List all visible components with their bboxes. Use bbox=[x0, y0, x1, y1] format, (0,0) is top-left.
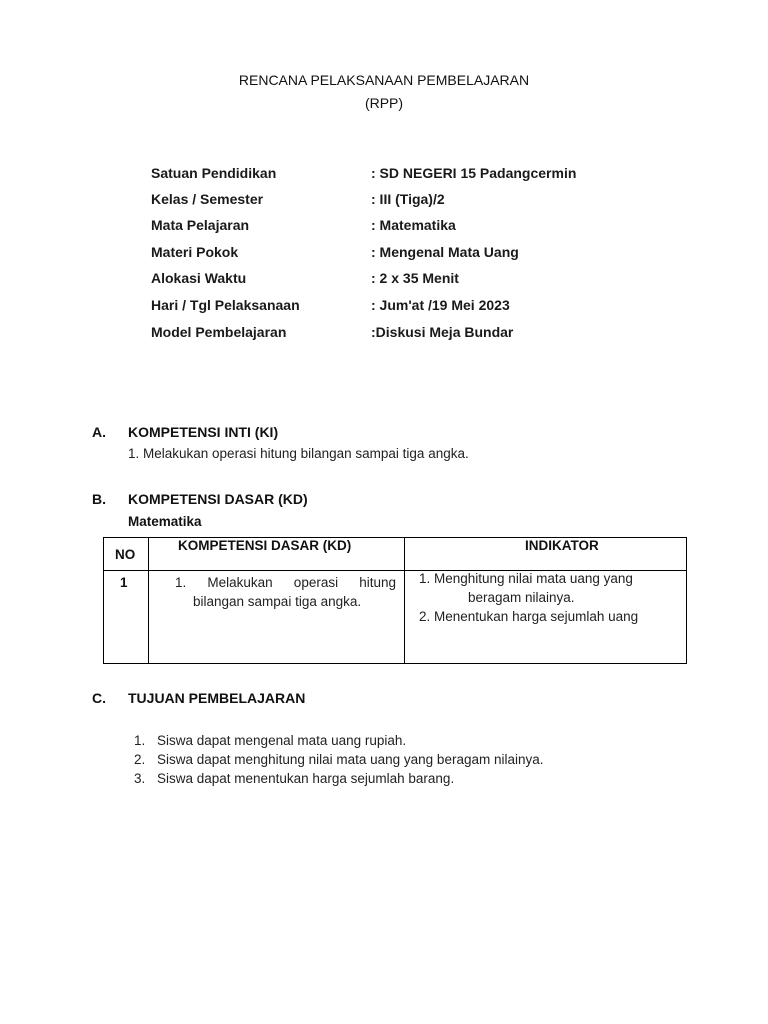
identity-label-hari: Hari / Tgl Pelaksanaan bbox=[151, 297, 300, 313]
identity-label-satuan: Satuan Pendidikan bbox=[151, 165, 277, 181]
kd-table bbox=[103, 537, 687, 664]
table-cell-indikator-1-cont: beragam nilainya. bbox=[468, 590, 575, 605]
table-cell-indikator-2: 2. Menentukan harga sejumlah uang bbox=[419, 609, 639, 624]
section-a-item: 1. Melakukan operasi hitung bilangan sampai tiga angka. bbox=[128, 446, 469, 461]
identity-value-kelas: : III (Tiga)/2 bbox=[371, 191, 445, 207]
section-b-title: KOMPETENSI DASAR (KD) bbox=[128, 491, 308, 507]
identity-value-model: :Diskusi Meja Bundar bbox=[371, 324, 514, 340]
identity-label-materi: Materi Pokok bbox=[151, 244, 239, 260]
document-subtitle: (RPP) bbox=[364, 95, 404, 111]
table-header-no: NO bbox=[115, 547, 136, 562]
document-title: RENCANA PELAKSANAAN PEMBELAJARAN bbox=[238, 72, 530, 88]
table-cell-kd-line1: 1. Melakukan operasi hitung bbox=[175, 575, 396, 590]
identity-value-hari: : Jum'at /19 Mei 2023 bbox=[371, 297, 510, 313]
table-divider-1 bbox=[148, 538, 149, 663]
identity-value-alokasi: : 2 x 35 Menit bbox=[371, 270, 459, 286]
section-c-title: TUJUAN PEMBELAJARAN bbox=[128, 690, 306, 706]
table-cell-no: 1 bbox=[120, 575, 128, 590]
identity-value-satuan: : SD NEGERI 15 Padangcermin bbox=[371, 165, 577, 181]
objective-num-2: 2. bbox=[134, 752, 146, 767]
objective-text-3: Siswa dapat menentukan harga sejumlah barang. bbox=[157, 771, 455, 786]
objective-num-3: 3. bbox=[134, 771, 146, 786]
section-b-subject: Matematika bbox=[128, 514, 202, 529]
objective-text-2: Siswa dapat menghitung nilai mata uang yang beragam nilainya. bbox=[157, 752, 544, 767]
table-divider-2 bbox=[404, 538, 405, 663]
identity-value-mapel: : Matematika bbox=[371, 217, 456, 233]
identity-label-kelas: Kelas / Semester bbox=[151, 191, 264, 207]
section-a-letter: A. bbox=[92, 424, 106, 440]
table-cell-indikator-1: 1. Menghitung nilai mata uang yang bbox=[419, 571, 633, 586]
objective-num-1: 1. bbox=[134, 733, 146, 748]
identity-label-mapel: Mata Pelajaran bbox=[151, 217, 250, 233]
identity-label-alokasi: Alokasi Waktu bbox=[151, 270, 247, 286]
section-b-letter: B. bbox=[92, 491, 106, 507]
section-c-letter: C. bbox=[92, 690, 106, 706]
identity-label-model: Model Pembelajaran bbox=[151, 324, 287, 340]
identity-value-materi: : Mengenal Mata Uang bbox=[371, 244, 519, 260]
table-header-kd: KOMPETENSI DASAR (KD) bbox=[178, 538, 352, 553]
table-header-indikator: INDIKATOR bbox=[525, 538, 599, 553]
table-cell-kd-line2: bilangan sampai tiga angka. bbox=[193, 594, 362, 609]
objective-text-1: Siswa dapat mengenal mata uang rupiah. bbox=[157, 733, 407, 748]
section-a-title: KOMPETENSI INTI (KI) bbox=[128, 424, 279, 440]
